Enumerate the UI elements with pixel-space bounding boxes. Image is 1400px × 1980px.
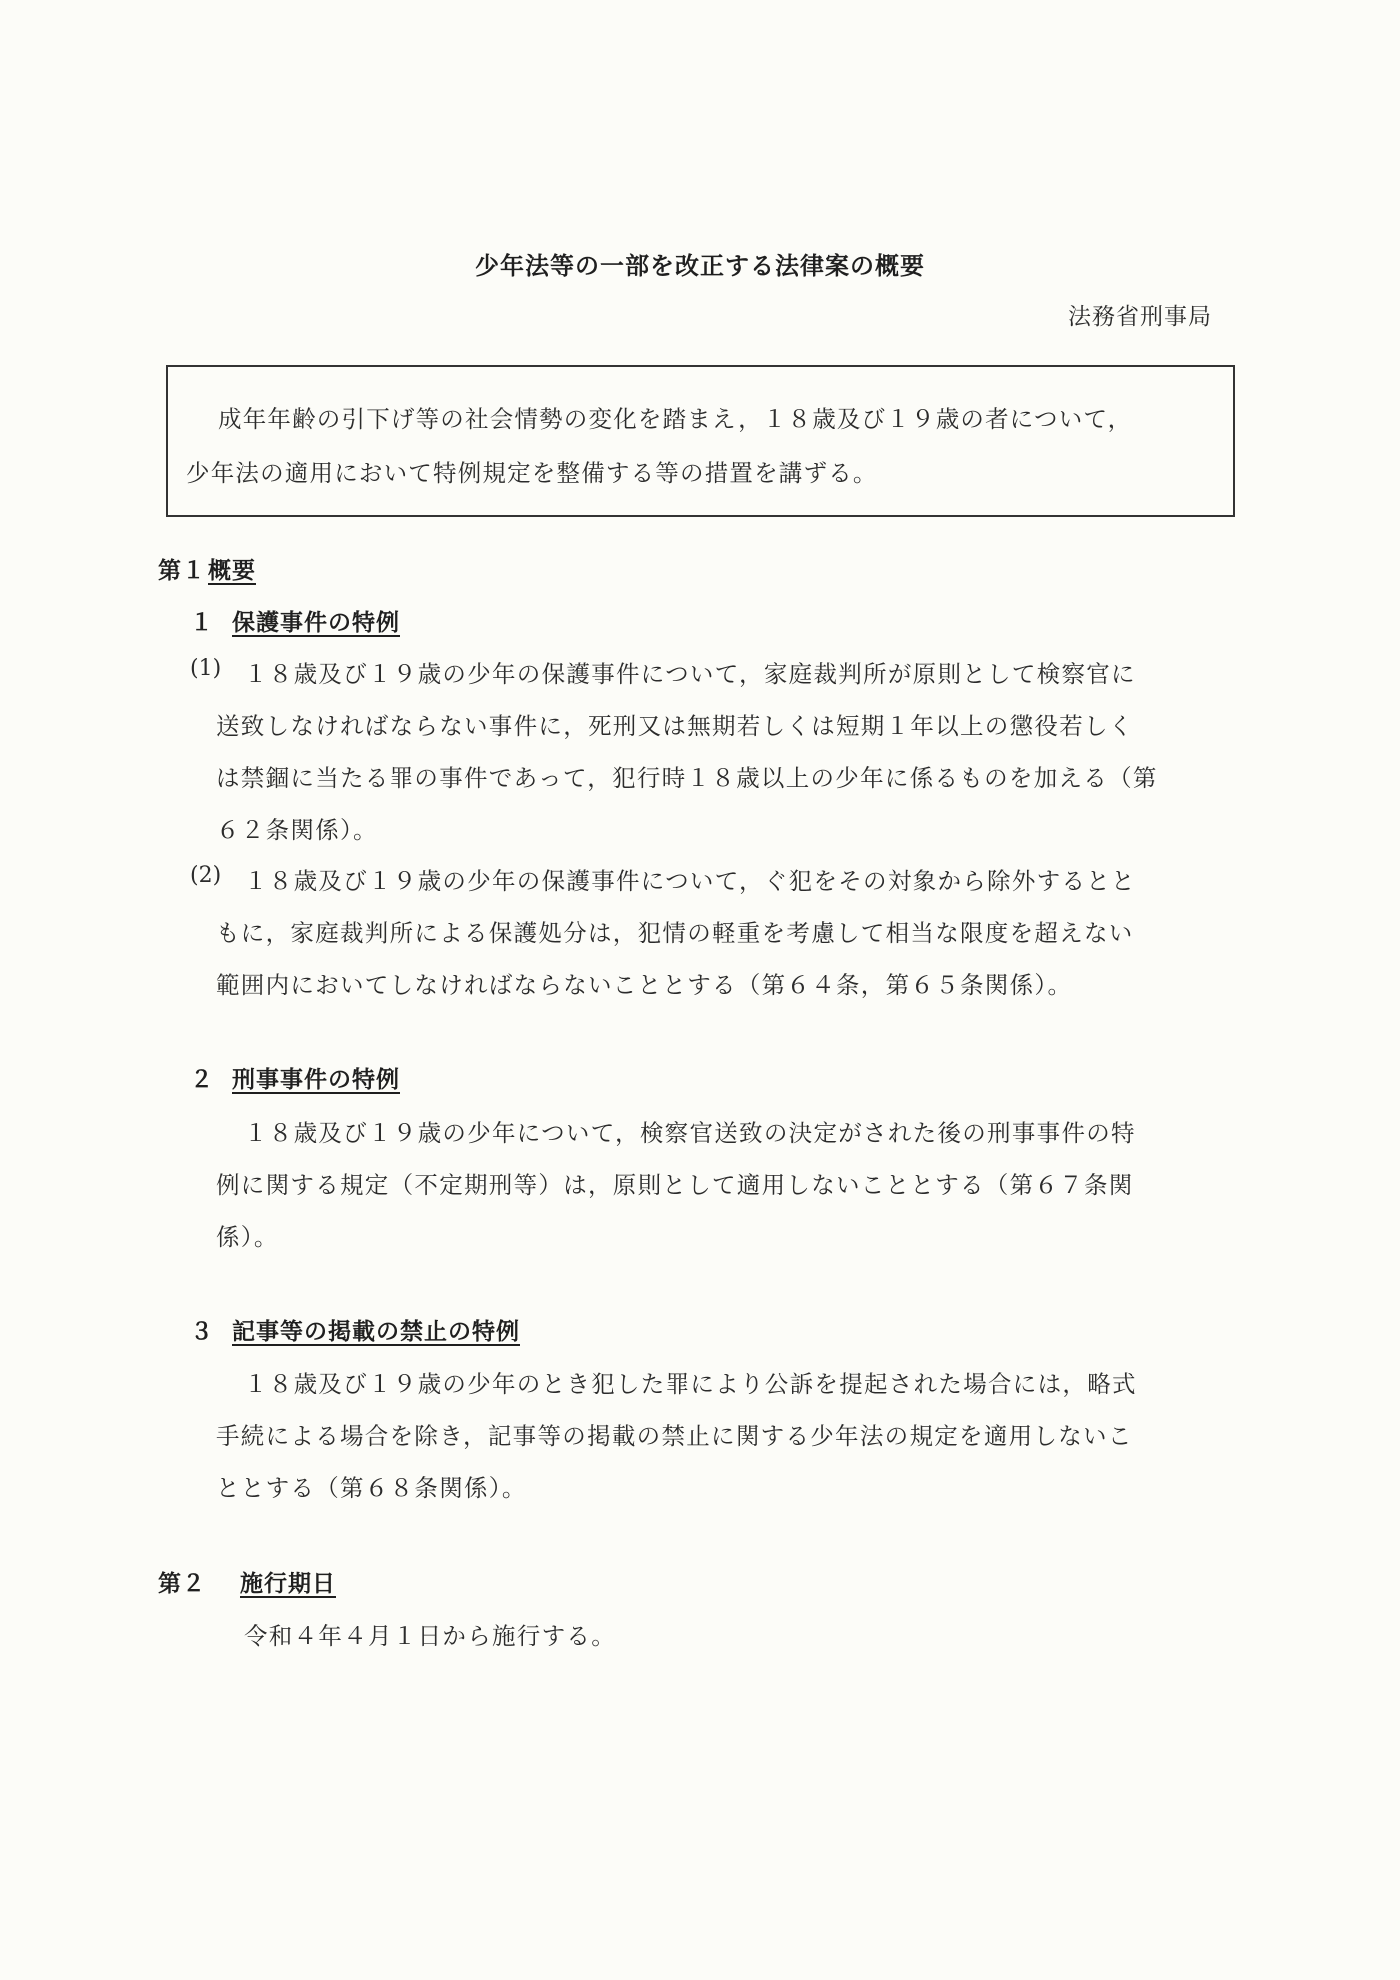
- subsection-number: １: [190, 610, 214, 636]
- item-marker: (2): [190, 863, 222, 888]
- paragraph-line: ６２条関係）。: [216, 816, 378, 844]
- section-title: 施行期日: [240, 1571, 336, 1597]
- subsection-number: ２: [190, 1067, 214, 1093]
- paragraph-line: １８歳及び１９歳の少年のとき犯した罪により公訴を提起された場合には，略式: [244, 1370, 1137, 1398]
- paragraph-line: 例に関する規定（不定期刑等）は，原則として適用しないこととする（第６７条関: [216, 1171, 1134, 1199]
- document-title: 少年法等の一部を改正する法律案の概要: [475, 252, 925, 280]
- paragraph-line: 送致しなければならない事件に，死刑又は無期若しくは短期１年以上の懲役若しく: [216, 712, 1134, 740]
- subsection-title: 保護事件の特例: [232, 610, 400, 636]
- subsection-heading-protection: [190, 604, 400, 637]
- section-number: 第２: [158, 1571, 206, 1597]
- paragraph-line: もに，家庭裁判所による保護処分は，犯情の軽重を考慮して相当な限度を超えない: [216, 919, 1134, 947]
- paragraph-line: ととする（第６８条関係）。: [216, 1474, 527, 1502]
- paragraph-line: 係）。: [216, 1223, 279, 1251]
- section-heading-overview: [158, 552, 256, 585]
- paragraph-line: 手続による場合を除き，記事等の掲載の禁止に関する少年法の規定を適用しないこ: [216, 1422, 1133, 1450]
- item-marker: (1): [190, 656, 222, 681]
- summary-line: 成年年齢の引下げ等の社会情勢の変化を踏まえ，１８歳及び１９歳の者について，: [218, 405, 1133, 433]
- subsection-title: 記事等の掲載の禁止の特例: [232, 1319, 520, 1345]
- section-title: 概要: [208, 558, 256, 584]
- subsection-heading-criminal: [190, 1061, 400, 1094]
- section-number: 第１: [158, 558, 206, 584]
- section-heading-effective-date: [158, 1565, 336, 1598]
- document-author: 法務省刑事局: [1068, 304, 1212, 330]
- paragraph-line: 令和４年４月１日から施行する。: [244, 1622, 616, 1650]
- subsection-heading-publication: [190, 1313, 520, 1346]
- paragraph-line: １８歳及び１９歳の少年の保護事件について，家庭裁判所が原則として検察官に: [244, 660, 1136, 688]
- subsection-number: ３: [190, 1319, 214, 1345]
- summary-box: [166, 365, 1235, 517]
- paragraph-line: は禁錮に当たる罪の事件であって，犯行時１８歳以上の少年に係るものを加える（第: [216, 764, 1158, 792]
- summary-line: 少年法の適用において特例規定を整備する等の措置を講ずる。: [186, 459, 878, 487]
- subsection-title: 刑事事件の特例: [232, 1067, 400, 1093]
- paragraph-line: １８歳及び１９歳の少年の保護事件について，ぐ犯をその対象から除外するとと: [244, 867, 1136, 895]
- paragraph-line: １８歳及び１９歳の少年について，検察官送致の決定がされた後の刑事事件の特: [244, 1119, 1136, 1147]
- paragraph-line: 範囲内においてしなければならないこととする（第６４条，第６５条関係）。: [216, 971, 1073, 999]
